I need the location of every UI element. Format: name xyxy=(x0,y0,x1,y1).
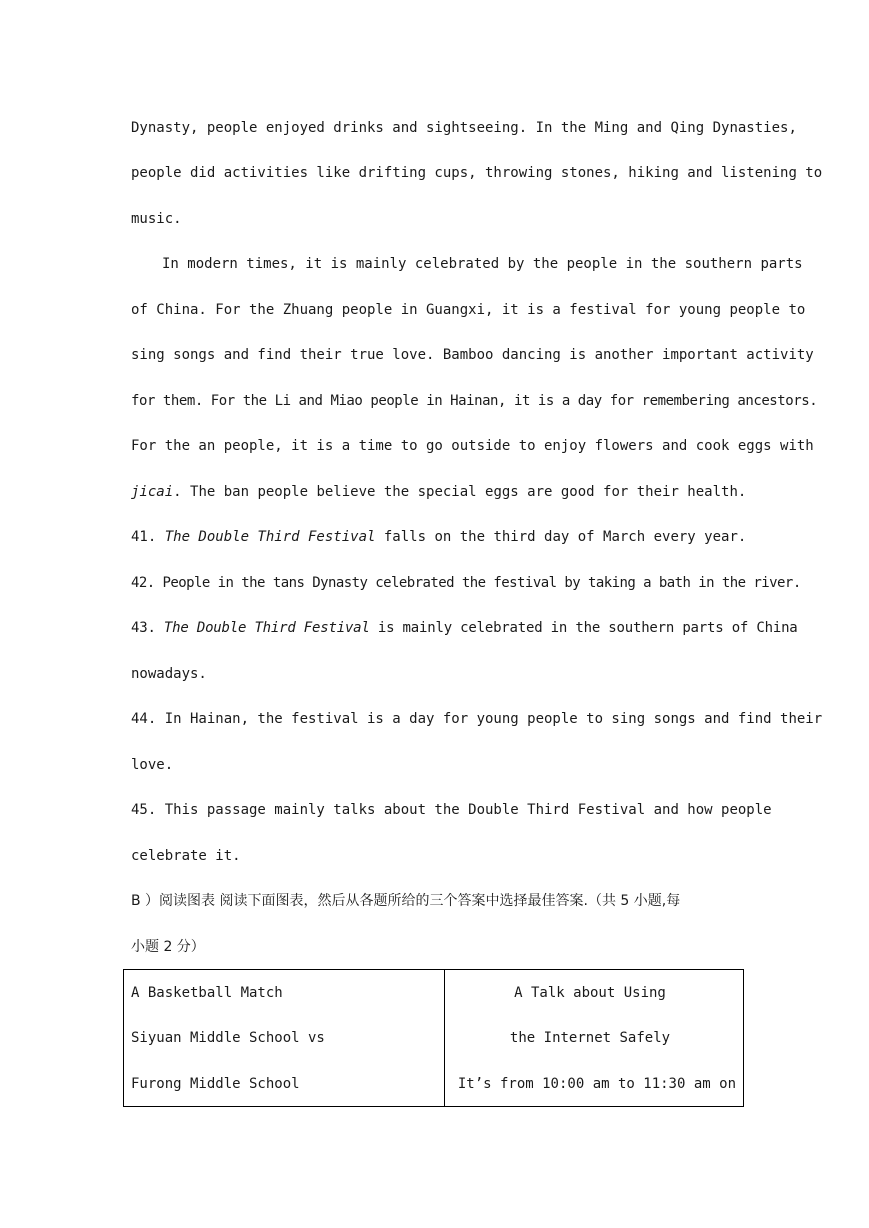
modern-line-2: of China. For the Zhuang people in Guangxi, it is a festival for young people to xyxy=(131,302,806,318)
modern-line-1: In modern times, it is mainly celebrated by the people in the southern parts xyxy=(162,256,803,272)
q43-number: 43. xyxy=(131,620,164,636)
question-41 xyxy=(131,527,747,547)
basketball-title: A Basketball Match xyxy=(131,985,283,1001)
paragraph-line-2: people did activities like drifting cups, throwing stones, hiking and listening to xyxy=(131,165,823,181)
modern-line-5: For the an people, it is a time to go outside to enjoy flowers and cook eggs with xyxy=(131,438,814,454)
question-45-continued: celebrate it. xyxy=(131,848,241,864)
modern-line-3: sing songs and find their true love. Bamboo dancing is another important activity xyxy=(131,347,814,363)
talk-title-line-1: A Talk about Using xyxy=(514,985,666,1001)
jicai-italic: jicai xyxy=(131,484,174,500)
basketball-opponent: Furong Middle School xyxy=(131,1076,300,1092)
talk-time: It’s from 10:00 am to 11:30 am on xyxy=(457,1076,736,1092)
talk-title-line-2: the Internet Safely xyxy=(509,1030,671,1046)
modern-line-4: for them. For the Li and Miao people in Hainan, it is a day for remembering ancestors. xyxy=(131,393,818,409)
q41-rest: falls on the third day of March every year. xyxy=(375,529,747,545)
jicai-line xyxy=(131,482,747,502)
question-44: 44. In Hainan, the festival is a day for young people to sing songs and find their xyxy=(131,711,823,727)
paragraph-line-3: music. xyxy=(131,211,182,227)
basketball-teams: Siyuan Middle School vs xyxy=(131,1030,325,1046)
q43-rest: is mainly celebrated in the southern parts of China xyxy=(369,620,798,636)
question-43 xyxy=(131,618,798,638)
section-b-heading-continued: 小题 2 分） xyxy=(131,939,205,955)
question-42: 42. People in the tans Dynasty celebrated the festival by taking a bath in the river. xyxy=(131,575,801,591)
info-table xyxy=(123,969,744,1107)
question-44-continued: love. xyxy=(131,757,174,773)
section-b-heading: B ）阅读图表 阅读下面图表，然后从各题所给的三个答案中选择最佳答案.（共 5 小题,每 xyxy=(131,893,681,909)
paragraph-line-1: Dynasty, people enjoyed drinks and sightseeing. In the Ming and Qing Dynasties, xyxy=(131,120,797,136)
question-45: 45. This passage mainly talks about the Double Third Festival and how people xyxy=(131,802,772,818)
q43-italic: The Double Third Festival xyxy=(163,620,370,636)
question-43-continued: nowadays. xyxy=(131,666,207,682)
q41-italic: The Double Third Festival xyxy=(164,529,376,545)
q41-number: 41. xyxy=(131,529,165,545)
jicai-rest: . The ban people believe the special eggs are good for their health. xyxy=(173,484,747,500)
